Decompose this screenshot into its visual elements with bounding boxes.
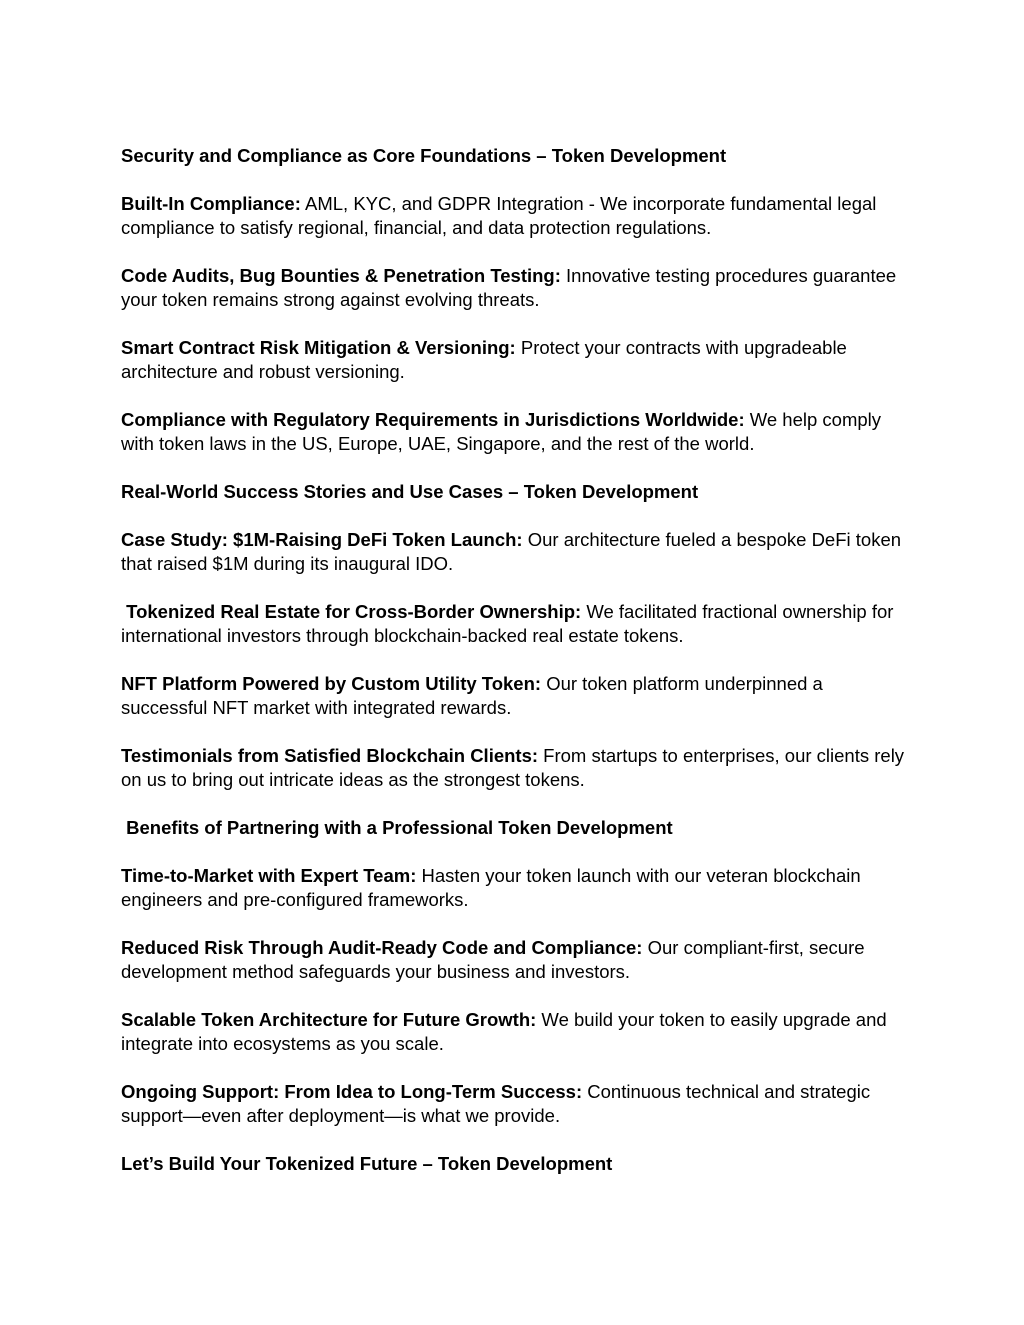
section-heading: Benefits of Partnering with a Professional Token Development (121, 817, 673, 838)
section-heading: Real-World Success Stories and Use Cases – Token Development (121, 481, 699, 502)
paragraph-lead: Time-to-Market with Expert Team: (121, 865, 417, 886)
paragraph-lead: Reduced Risk Through Audit-Ready Code and Compliance: (121, 937, 643, 958)
paragraph (121, 528, 911, 576)
paragraph (121, 192, 911, 240)
paragraph-text: We help comply with token laws in the US, Europe, UAE, Singapore, and the rest of the world. (121, 409, 887, 454)
paragraph-text: Continuous technical and strategic support—even after deployment—is what we provide. (121, 1081, 876, 1126)
paragraph (121, 336, 911, 384)
paragraph-text: Protect your contracts with upgradeable architecture and robust versioning. (121, 337, 852, 382)
paragraph-lead: Case Study: $1M-Raising DeFi Token Launch: (121, 529, 523, 550)
paragraph (121, 264, 911, 312)
paragraph-lead: Smart Contract Risk Mitigation & Versioning: (121, 337, 516, 358)
paragraph-text: Our architecture fueled a bespoke DeFi token that raised $1M during its inaugural IDO. (121, 529, 907, 574)
section-heading: Security and Compliance as Core Foundations – Token Development (121, 145, 727, 166)
paragraph-text: Our compliant-first, secure development method safeguards your business and investors. (121, 937, 870, 982)
paragraph (121, 744, 911, 792)
paragraph (121, 864, 911, 912)
paragraph-text: Hasten your token launch with our veteran blockchain engineers and pre-configured frameworks. (121, 865, 866, 910)
paragraph-lead: NFT Platform Powered by Custom Utility Token: (121, 673, 542, 694)
paragraph-lead: Testimonials from Satisfied Blockchain Clients: (121, 745, 539, 766)
paragraph (121, 936, 911, 984)
paragraph (121, 1008, 911, 1056)
paragraph-lead: Tokenized Real Estate for Cross-Border Ownership: (121, 601, 582, 622)
paragraph-lead: Code Audits, Bug Bounties & Penetration Testing: (121, 265, 561, 286)
paragraph-text: We facilitated fractional ownership for international investors through blockchain-backed real estate tokens. (121, 601, 899, 646)
paragraph-text: We build your token to easily upgrade and integrate into ecosystems as you scale. (121, 1009, 892, 1054)
paragraph (121, 408, 911, 456)
paragraph-lead: Built-In Compliance: (121, 193, 301, 214)
paragraph-text: From startups to enterprises, our clients rely on us to bring out intricate ideas as the strongest tokens. (121, 745, 910, 790)
paragraph-lead: Ongoing Support: From Idea to Long-Term Success: (121, 1081, 583, 1102)
paragraph-text: AML, KYC, and GDPR Integration - We incorporate fundamental legal compliance to satisfy regional, financial, and data protection regulations. (121, 193, 882, 238)
paragraph-text: Innovative testing procedures guarantee your token remains strong against evolving threats. (121, 265, 902, 310)
paragraph (121, 600, 911, 648)
document-body (121, 144, 911, 1200)
paragraph (121, 672, 911, 720)
closing-heading: Let’s Build Your Tokenized Future – Token Development (121, 1153, 613, 1174)
paragraph-lead: Compliance with Regulatory Requirements in Jurisdictions Worldwide: (121, 409, 745, 430)
paragraph (121, 1080, 911, 1128)
paragraph-lead: Scalable Token Architecture for Future Growth: (121, 1009, 537, 1030)
paragraph-text: Our token platform underpinned a successful NFT market with integrated rewards. (121, 673, 828, 718)
